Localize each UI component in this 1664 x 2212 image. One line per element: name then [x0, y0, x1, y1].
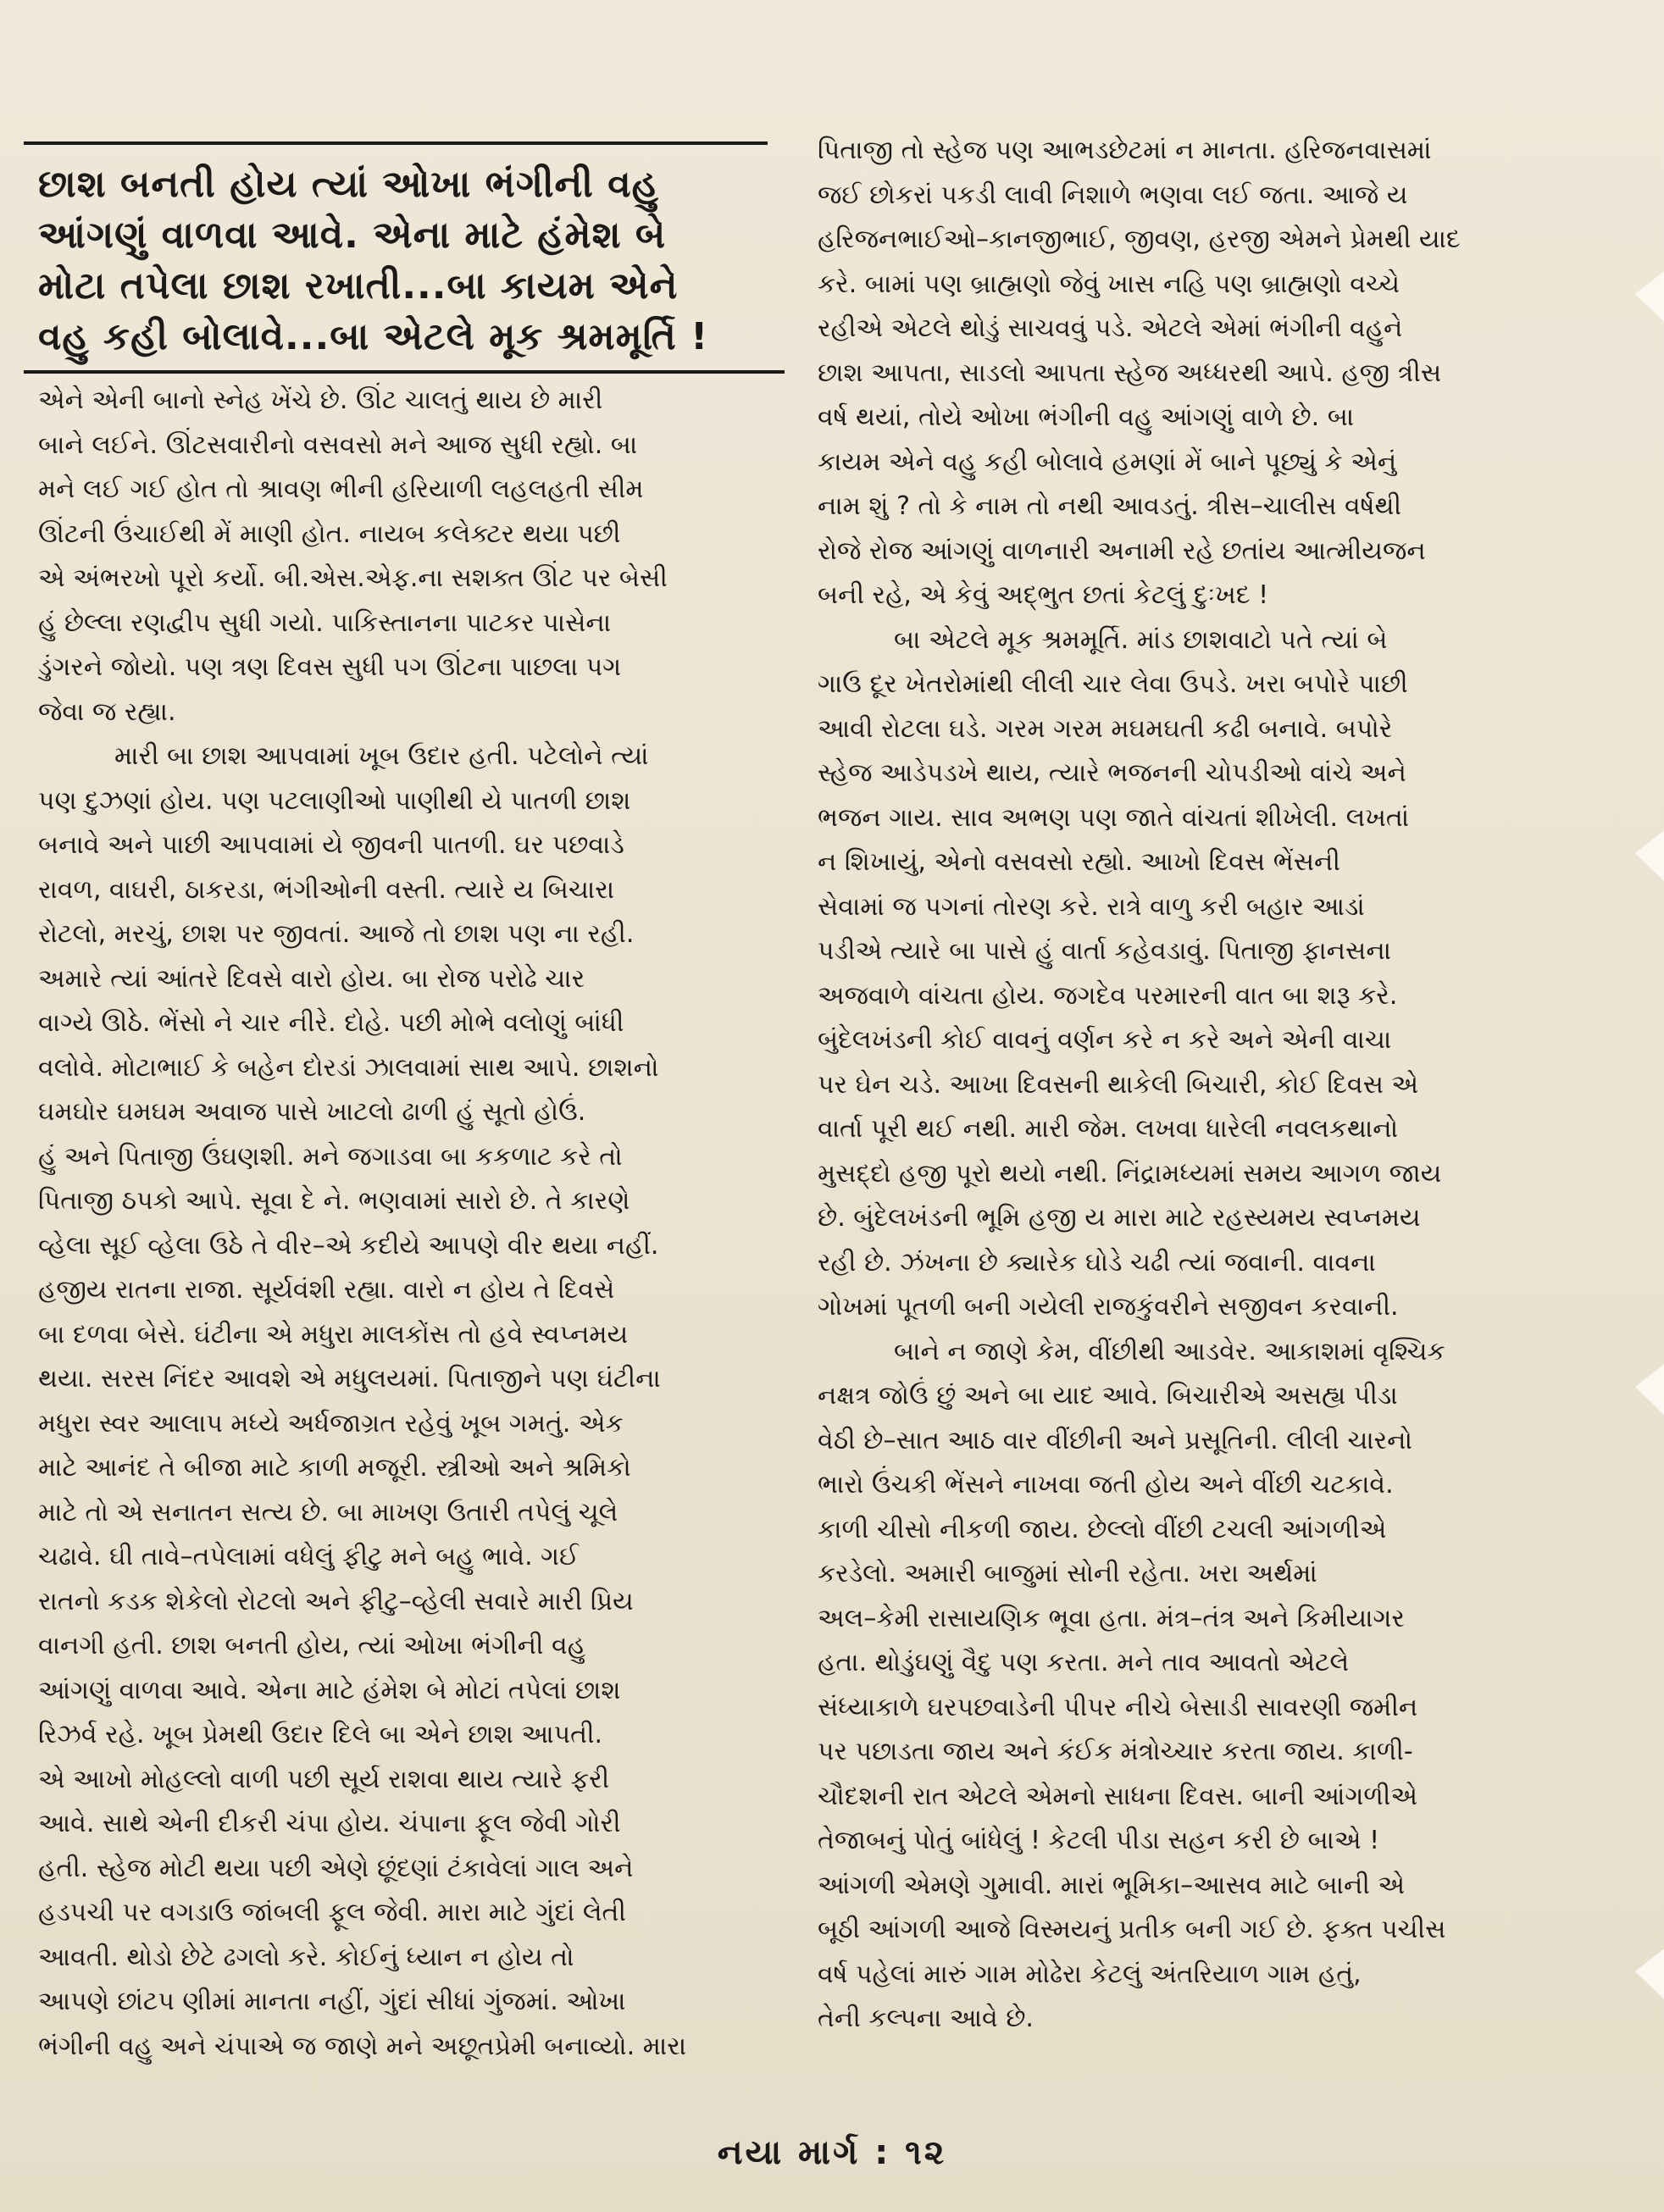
text-line: તેની કલ્પના આવે છે. — [818, 2004, 1034, 2033]
text-line: બા દળવા બેસે. ઘંટીના એ મધુરા માલકોંસ તો હવે સ્વપ્નમય — [38, 1319, 629, 1350]
text-line: રોટલો, મરચું, છાશ પર જીવતાં. આજે તો છાશ પણ ના રહી. — [38, 919, 635, 949]
text-line: રિઝર્વ રહે. ખૂબ પ્રેમથી ઉદાર દિલે બા એને છાશ આપતી. — [38, 1720, 603, 1749]
text-line: ભજન ગાય. સાવ અભણ પણ જાતે વાંચતાં શીખેલી. લખતાં — [818, 802, 1410, 833]
text-line: આવતી. થોડો છેટે ઢગલો કરે. કોઈનું ધ્યાન ન હોય તો — [38, 1942, 574, 1972]
text-line: હતા. થોડુંઘણું વૈદુ પણ કરતા. મને તાવ આવતો એટલે — [818, 1648, 1350, 1677]
text-line: અમારે ત્યાં આંતરે દિવસે વારો હોય. બા રોજ પરોઢે ચાર — [38, 963, 585, 994]
text-line: આવી રોટલા ઘડે. ગરમ ગરમ મઘમઘતી કઢી બનાવે. બપોરે — [818, 713, 1393, 744]
text-line: વલોવે. મોટાભાઈ કે બહેન દોરડાં ઝાલવામાં સાથ આપે. છાશનો — [38, 1052, 659, 1083]
pullquote-line: મોટા તપેલા છાશ રખાતી...બા કાયમ એને — [38, 264, 679, 308]
text-line: ભારો ઉંચકી ભેંસને નાખવા જતી હોય અને વીંછી ચટકાવે. — [818, 1470, 1394, 1500]
page-tear-mark — [1635, 1949, 1664, 1999]
pullquote — [38, 159, 784, 363]
text-line: ડુંગરને જોયો. પણ ત્રણ દિવસ સુધી પગ ઊંટના પાછલા પગ — [38, 652, 622, 682]
text-line: છે. બુંદેલખંડની ભૂમિ હજી ય મારા માટે રહસ્યમય સ્વપ્નમય — [818, 1203, 1421, 1233]
pullquote-top-rule — [24, 141, 768, 145]
text-line: આંગણું વાળવા આવે. એના માટે હંમેશ બે મોટાં તપેલાં છાશ — [38, 1675, 621, 1705]
text-line: વાનગી હતી. છાશ બનતી હોય, ત્યાં ઓખા ભંગીની વહુ — [38, 1631, 586, 1660]
text-line: વેઠી છે–સાત આઠ વાર વીંછીની અને પ્રસૂતિની. લીલી ચારનો — [818, 1425, 1413, 1455]
text-line: સંધ્યાકાળે ઘરપછવાડેની પીપર નીચે બેસાડી સાવરણી જમીન — [818, 1692, 1418, 1722]
text-line: પર પછાડતા જાય અને કંઈક મંત્રોચ્ચાર કરતા જાય. કાળી- — [818, 1737, 1413, 1766]
text-line: હડપચી પર વગડાઉ જાંબલી ફૂલ જેવી. મારા માટે ગુંદાં લેતી — [38, 1898, 627, 1927]
text-line: ન શિખાયું, એનો વસવસો રહ્યો. આખો દિવસ ભેંસની — [818, 847, 1340, 877]
text-line: રાવળ, વાઘરી, ઠાકરડા, ભંગીઓની વસ્તી. ત્યારે ય બિચારા — [38, 874, 615, 905]
text-line: જેવા જ રહ્યા. — [38, 696, 176, 727]
text-line: સેવામાં જ પગનાં તોરણ કરે. રાત્રે વાળુ કરી બહાર આડાં — [818, 891, 1365, 922]
text-line: જઈ છોકરાં પકડી લાવી નિશાળે ભણવા લઈ જતા. આજે ય — [818, 180, 1408, 210]
text-line: રાતનો કડક શેકેલો રોટલો અને ફીટુ–વ્હેલી સવારે મારી પ્રિય — [38, 1586, 634, 1616]
text-line: ચૌદશની રાત એટલે એમનો સાધના દિવસ. બાની આંગળીએ — [818, 1781, 1417, 1811]
text-line: ગાઉ દૂર ખેતરોમાંથી લીલી ચાર લેવા ઉપડે. ખરા બપોરે પાછી — [818, 669, 1408, 699]
text-line: બૂઠી આંગળી આજે વિસ્મયનું પ્રતીક બની ગઈ છે. ફક્ત પચીસ — [818, 1915, 1446, 1944]
pullquote-line: વહુ કહી બોલાવે...બા એટલે મૂક શ્રમમૂર્તિ ! — [38, 315, 709, 358]
text-line: ઘમઘોર ઘમઘમ અવાજ પાસે ખાટલો ઢાળી હું સૂતો હોઉં. — [38, 1097, 586, 1127]
text-line: હજીય રાતના રાજા. સૂર્યવંશી રહ્યા. વારો ન હોય તે દિવસે — [38, 1275, 615, 1305]
text-line: નામ શું ? તો કે નામ તો નથી આવડતું. ત્રીસ–ચાલીસ વર્ષથી — [818, 491, 1402, 521]
text-line: બાને લઈને. ઊંટસવારીનો વસવસો મને આજ સુધી રહ્યો. બા — [38, 430, 638, 460]
text-line: કરે. બામાં પણ બ્રાહ્મણો જેવું ખાસ નહિ પણ બ્રાહ્મણો વચ્ચે — [818, 269, 1400, 299]
text-line: હું અને પિતાજી ઉંઘણશી. મને જગાડવા બા કકળાટ કરે તો — [38, 1141, 623, 1172]
text-line: કરડેલો. અમારી બાજુમાં સોની રહેતા. ખરા અર્થમાં — [818, 1559, 1317, 1588]
text-line: વર્ષ થયાં, તોયે ઓખા ભંગીની વહુ આંગણું વાળે છે. બા — [818, 402, 1355, 432]
text-line: પડીએ ત્યારે બા પાસે હું વાર્તા કહેવડાવું. પિતાજી ફાનસના — [818, 936, 1392, 966]
text-line: પર ઘેન ચડે. આખા દિવસની થાકેલી બિચારી, કોઈ દિવસ એ — [818, 1069, 1419, 1100]
text-line: તેજાબનું પોતું બાંધેલું ! કેટલી પીડા સહન કરી છે બાએ ! — [818, 1826, 1380, 1855]
text-line: વર્ષ પહેલાં મારું ગામ મોઢેરા કેટલું અંતરિયાળ ગામ હતું, — [818, 1959, 1362, 1989]
text-line: હું છેલ્લા રણદ્વીપ સુધી ગયો. પાકિસ્તાનના પાટકર પાસેના — [38, 607, 612, 638]
pullquote-line: આંગણું વાળવા આવે. એના માટે હંમેશ બે — [38, 213, 667, 257]
text-line: બા એટલે મૂક શ્રમમૂર્તિ. માંડ છાશવાટો પતે ત્યાં બે — [894, 624, 1388, 655]
page-footer-folio: નયા માર્ગ : ૧૨ — [717, 2133, 947, 2172]
text-line: ઊંટની ઉંચાઈથી મેં માણી હોત. નાયબ કલેક્ટર થયા પછી — [38, 518, 621, 549]
text-line: બનાવે અને પાછી આપવામાં યે જીવની પાતળી. ઘર પછવાડે — [38, 830, 624, 860]
text-line: બુંદેલખંડની કોઈ વાવનું વર્ણન કરે ન કરે અને એની વાચા — [818, 1025, 1392, 1055]
text-line: અલ–કેમી રાસાયણિક ભૂવા હતા. મંત્ર–તંત્ર અને કિમીયાગર — [818, 1603, 1405, 1633]
text-line: વ્હેલા સૂઈ વ્હેલા ઉઠે તે વીર–એ કદીયે આપણે વીર થયા નહીં. — [38, 1230, 659, 1261]
text-line: બાને ન જાણે કેમ, વીંછીથી આડવેર. આકાશમાં વૃશ્ચિક — [894, 1336, 1445, 1367]
text-line: થયા. સરસ નિંદર આવશે એ મધુલયમાં. પિતાજીને પણ ઘંટીના — [38, 1364, 661, 1394]
text-line: બની રહે, એ કેવું અદ્ભુત છતાં કેટલું દુઃખદ ! — [818, 580, 1269, 610]
text-line: અજવાળે વાંચતા હોય. જગદેવ પરમારની વાત બા શરૂ કરે. — [818, 980, 1398, 1011]
text-line: ભંગીની વહુ અને ચંપાએ જ જાણે મને અછૂતપ્રેમી બનાવ્યો. મારા — [38, 2031, 687, 2061]
text-line: હતી. સ્હેજ મોટી થયા પછી એણે છૂંદણાં ટંકાવેલાં ગાલ અને — [38, 1853, 634, 1883]
text-line: એને એની બાનો સ્નેહ ખેંચે છે. ઊંટ ચાલતું થાય છે મારી — [38, 385, 603, 415]
text-line: એ આખો મોહલ્લો વાળી પછી સૂર્ય રાશવા થાય ત્યારે ફરી — [38, 1764, 610, 1794]
text-line: આંગળી એમણે ગુમાવી. મારાં ભૂમિકા–આસવ માટે બાની એ — [818, 1870, 1406, 1900]
text-line: ચઢાવે. ઘી તાવે–તપેલામાં વધેલું ફીટુ મને બહુ ભાવે. ગઈ — [38, 1542, 580, 1572]
page-tear-mark — [1635, 830, 1664, 881]
right-column-text — [818, 129, 1576, 2042]
text-line: રહી છે. ઝંખના છે ક્યારેક ઘોડે ચઢી ત્યાં જવાની. વાવના — [818, 1247, 1376, 1278]
text-line: આવે. સાથે એની દીકરી ચંપા હોય. ચંપાના ફૂલ જેવી ગોરી — [38, 1809, 621, 1838]
pullquote-bottom-rule — [24, 370, 785, 374]
text-line: રોજે રોજ આંગણું વાળનારી અનામી રહે છતાંય આત્મીયજન — [818, 535, 1426, 566]
text-line: માટે આનંદ તે બીજા માટે કાળી મજૂરી. સ્ત્રીઓ અને શ્રમિકો — [38, 1453, 631, 1483]
text-line: મુસદ્દો હજી પૂરો થયો નથી. નિંદ્રામધ્યમાં સમય આગળ જાય — [818, 1158, 1442, 1189]
text-line: છાશ આપતા, સાડલો આપતા સ્હેજ અધ્ધરથી આપે. હજી ત્રીસ — [818, 358, 1442, 388]
text-line: ગોખમાં પૂતળી બની ગયેલી રાજકુંવરીને સજીવન કરવાની. — [818, 1292, 1399, 1322]
text-line: પિતાજી તો સ્હેજ પણ આભડછેટમાં ન માનતા. હરિજનવાસમાં — [818, 136, 1432, 165]
text-line: મને લઈ ગઈ હોત તો શ્રાવણ ભીની હરિયાળી લહલહતી સીમ — [38, 474, 644, 504]
text-line: માટે તો એ સનાતન સત્ય છે. બા માખણ ઉતારી તપેલું ચૂલે — [38, 1497, 618, 1527]
text-line: રહીએ એટલે થોડું સાચવવું પડે. એટલે એમાં ભંગીની વહુને — [818, 313, 1403, 343]
text-line: હરિજનભાઈઓ–કાનજીભાઈ, જીવણ, હરજી એમને પ્રેમથી યાદ — [818, 225, 1461, 254]
text-line: મારી બા છાશ આપવામાં ખૂબ ઉદાર હતી. પટેલોને ત્યાં — [114, 741, 649, 771]
text-line: એ અંભરખો પૂરો કર્યો. બી.એસ.એફ.ના સશક્ત ઊંટ પર બેસી — [38, 563, 668, 593]
text-line: નક્ષત્ર જોઉં છું અને બા યાદ આવે. બિચારીએ અસહ્ય પીડા — [818, 1381, 1398, 1411]
text-line: આપણે છાંટપ ણીમાં માનતા નહીં, ગુંદાં સીધાં ગુંજમાં. ઓખા — [38, 1987, 626, 2016]
text-line: વાર્તા પૂરી થઈ નથી. મારી જેમ. લખવા ધારેલી નવલકથાનો — [818, 1114, 1399, 1144]
text-line: કાયમ એને વહુ કહી બોલાવે હમણાં મેં બાને પૂછ્યું કે એનું — [818, 446, 1397, 477]
text-line: કાળી ચીસો નીકળી જાય. છેલ્લો વીંછી ટચલી આંગળીએ — [818, 1514, 1387, 1544]
text-line: સ્હેજ આડેપડખે થાય, ત્યારે ભજનની ચોપડીઓ વાંચે અને — [818, 758, 1406, 788]
page-tear-mark — [1635, 271, 1664, 322]
text-line: મધુરા સ્વર આલાપ મધ્યે અર્ધજાગ્રત રહેવું ખૂબ ગમતું. એક — [38, 1408, 624, 1439]
text-line: વાગ્યે ઊઠે. ભેંસો ને ચાર નીરે. દોહે. પછી મોભે વલોણું બાંધી — [38, 1008, 624, 1038]
page-tear-mark — [1635, 1364, 1664, 1415]
pullquote-line: છાશ બનતી હોય ત્યાં ઓખા ભંગીની વહુ — [38, 163, 659, 206]
text-line: પણ દુઝણાં હોય. પણ પટલાણીઓ પાણીથી યે પાતળી છાશ — [38, 785, 631, 816]
text-line: પિતાજી ઠપકો આપે. સૂવા દે ને. ભણવામાં સારો છે. તે કારણે — [38, 1186, 630, 1216]
left-column-text — [38, 379, 784, 2069]
